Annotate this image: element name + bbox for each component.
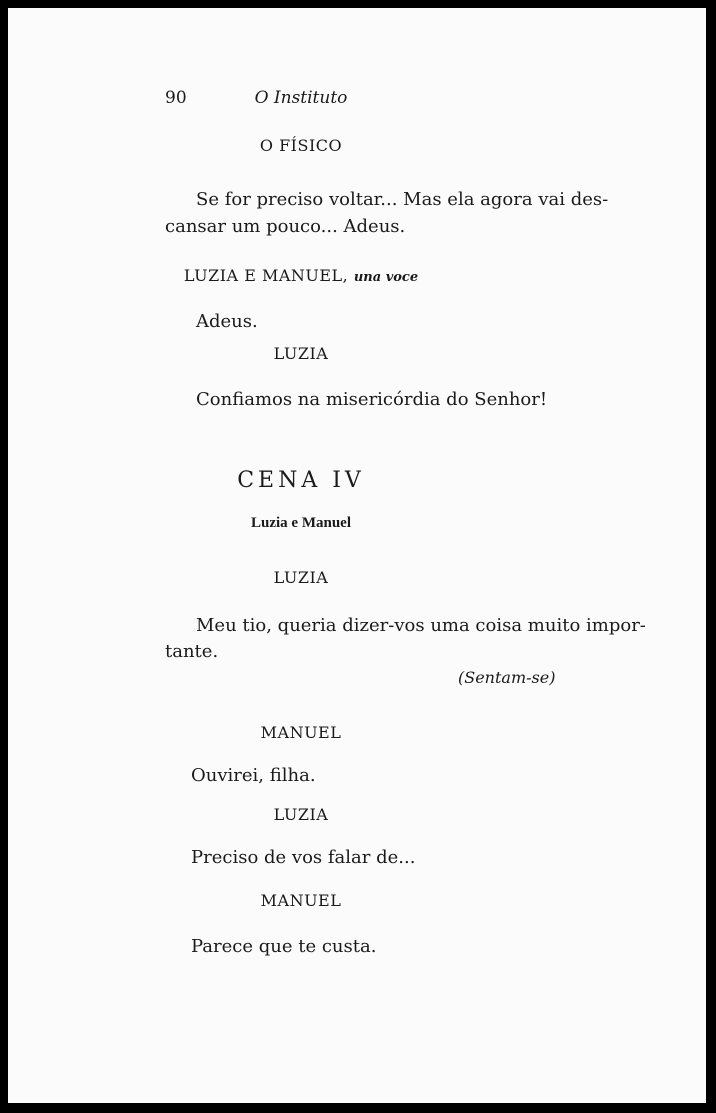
page-number: 90 [165,88,187,108]
speaker-luzia: LUZIA [273,805,329,824]
dialogue-line: Adeus. [196,311,258,332]
scene-characters: Luzia e Manuel [251,515,351,531]
speaker-manner: una voce [353,270,419,285]
dialogue-line: tante. [165,641,219,662]
dialogue-line: Se for preciso voltar... Mas ela agora vai des- [196,189,609,210]
speaker-names: LUZIA E MANUEL, [183,266,349,285]
speaker-luzia-manuel [8,266,594,285]
stage-direction: (Sentam-se) [458,668,556,687]
dialogue-line: Ouvirei, filha. [191,765,316,786]
dialogue-line: Parece que te custa. [191,936,377,957]
speaker-manuel: MANUEL [260,891,342,910]
speaker-luzia: LUZIA [273,344,329,363]
speaker-luzia: LUZIA [273,568,329,587]
book-page [8,8,706,1103]
speaker-fisico: O FÍSICO [259,136,343,155]
scene-title: CENA IV [237,468,365,493]
dialogue-line: Meu tio, queria dizer-vos uma coisa muito impor- [196,615,646,636]
speaker-manuel: MANUEL [260,723,342,742]
dialogue-line: cansar um pouco... Adeus. [165,216,406,237]
running-title: O Instituto [254,88,348,108]
dialogue-line: Confiamos na misericórdia do Senhor! [196,389,548,410]
dialogue-line: Preciso de vos falar de... [191,847,416,868]
